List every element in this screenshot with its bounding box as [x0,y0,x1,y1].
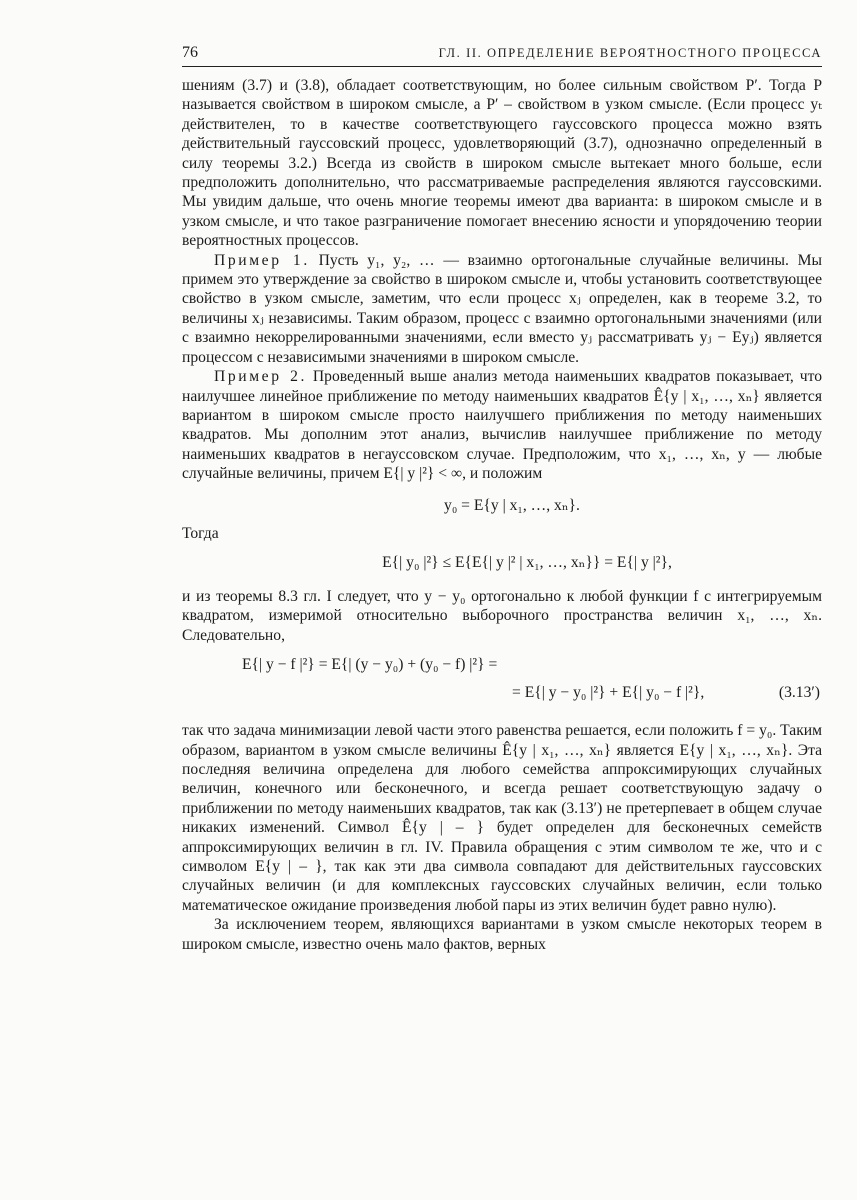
example-1-text: Пусть y₁, y₂, … — взаимно ортогональные случайные величины. Мы примем это утверждение за свойство в широком смысле и, чтобы установить соответствующее свойство в узком смысле, заметим, что если процесс xⱼ определен, как в теореме 3.2, то величины xⱼ независимы. Таким образом, процесс с взаимно ортогональными значениями (или с взаимно некоррелированными значениями, если вместо yⱼ рассматривать yⱼ − Eyⱼ) является процессом с независимыми значениями в широком смысле. [182,251,823,366]
formula-inequality: E{| y₀ |²} ≤ E{E{| y |² | x₁, …, xₙ}} = E{| y |²}, [382,553,672,571]
running-head: ГЛ. II. ОПРЕДЕЛЕНИЕ ВЕРОЯТНОСТНОГО ПРОЦЕССА [438,46,822,60]
formula-y0-definition: y₀ = E{y | x₁, …, xₙ}. [444,496,580,514]
page-number: 76 [182,44,198,61]
paragraph-orthogonality: и из теоремы 8.3 гл. I следует, что y − y₀ ортогонально к любой функции f с интегрируемым квадратом, измеримой относительно выборочного пространства величин x₁, …, xₙ. Следовательно, [182,587,822,644]
formula-3-13-line-1: E{| y − f |²} = E{| (y − y₀) + (y₀ − f) |²} = [242,656,498,674]
example-2-paragraph [182,367,822,483]
example-1-label: Пример 1. [214,251,310,269]
formula-3-13-line-2: = E{| y − y₀ |²} + E{| y₀ − f |²}, [512,684,705,702]
formula-3-13-block [182,653,822,709]
example-1-paragraph [182,251,822,367]
example-2-label: Пример 2. [214,368,307,386]
equation-number: (3.13′) [778,684,820,702]
paragraph-final: За исключением теорем, являющихся вариантами в узком смысле некоторых теорем в широком смысле, известно очень мало фактов, верных [182,916,822,953]
example-2-text: Проведенный выше анализ метода наименьших квадратов показывает, что наилучшее линейное приближение по методу наименьших квадратов Ê{y | x₁, …, xₙ} является вариантом в широком смысле просто наилучшего приближения по методу наименьших квадратов. Мы дополним этот анализ, вычислив наилучшее приближение по методу наименьших квадратов в негауссовском случае. Предположим, что x₁, …, xₙ, y — любые случайные величины, причем E{| y |²} < ∞, и положим [182,368,822,483]
page-header [182,44,822,67]
word-then: Тогда [182,524,219,542]
paragraph-continuation: шениям (3.7) и (3.8), обладает соответствующим, но более сильным свойством P′. Тогда P называется свойством в широком смысле, а P′ – свойством в узком смысле. (Если процесс yₜ действителен, то в качестве соответствующего гауссовского процесса можно взять действительный гауссовский процесс, удовлетворяющий (3.7), однозначно определенный в силу теоремы 3.2.) Всегда из свойств в широком смысле вытекает много больше, если предположить дополнительно, что рассматриваемые распределения являются гауссовскими. Мы увидим дальше, что очень многие теоремы имеют два варианта: в широком смысле и в узком смысле, и что такое разграничение помогает внесению ясности и упорядочению теории вероятностных процессов. [182,77,822,250]
paragraph-minimization: так что задача минимизации левой части этого равенства решается, если положить f = y₀. Таким образом, вариантом в узком смысле величины Ê{y | x₁, …, xₙ} является E{y | x₁, …, xₙ}. Эта последняя величина определена для любого семейства аппроксимирующих случайных величин, конечного или бесконечного, и всегда решает соответствующую задачу о приближении по методу наименьших квадратов, так как (3.13′) не претерпевает в общем случае никаких изменений. Символ Ê{y | – } будет определен для бесконечных семейств аппроксимирующих величин в гл. IV. Правила обращения с этим символом те же, что и с символом E{y | – }, так как эти два символа совпадают для действительных гауссовских случайных величин (и для комплексных гауссовских случайных величин, если только математическое ожидание произведения любой пары из этих величин будет равно нулю). [182,722,822,914]
body-text [182,76,822,954]
